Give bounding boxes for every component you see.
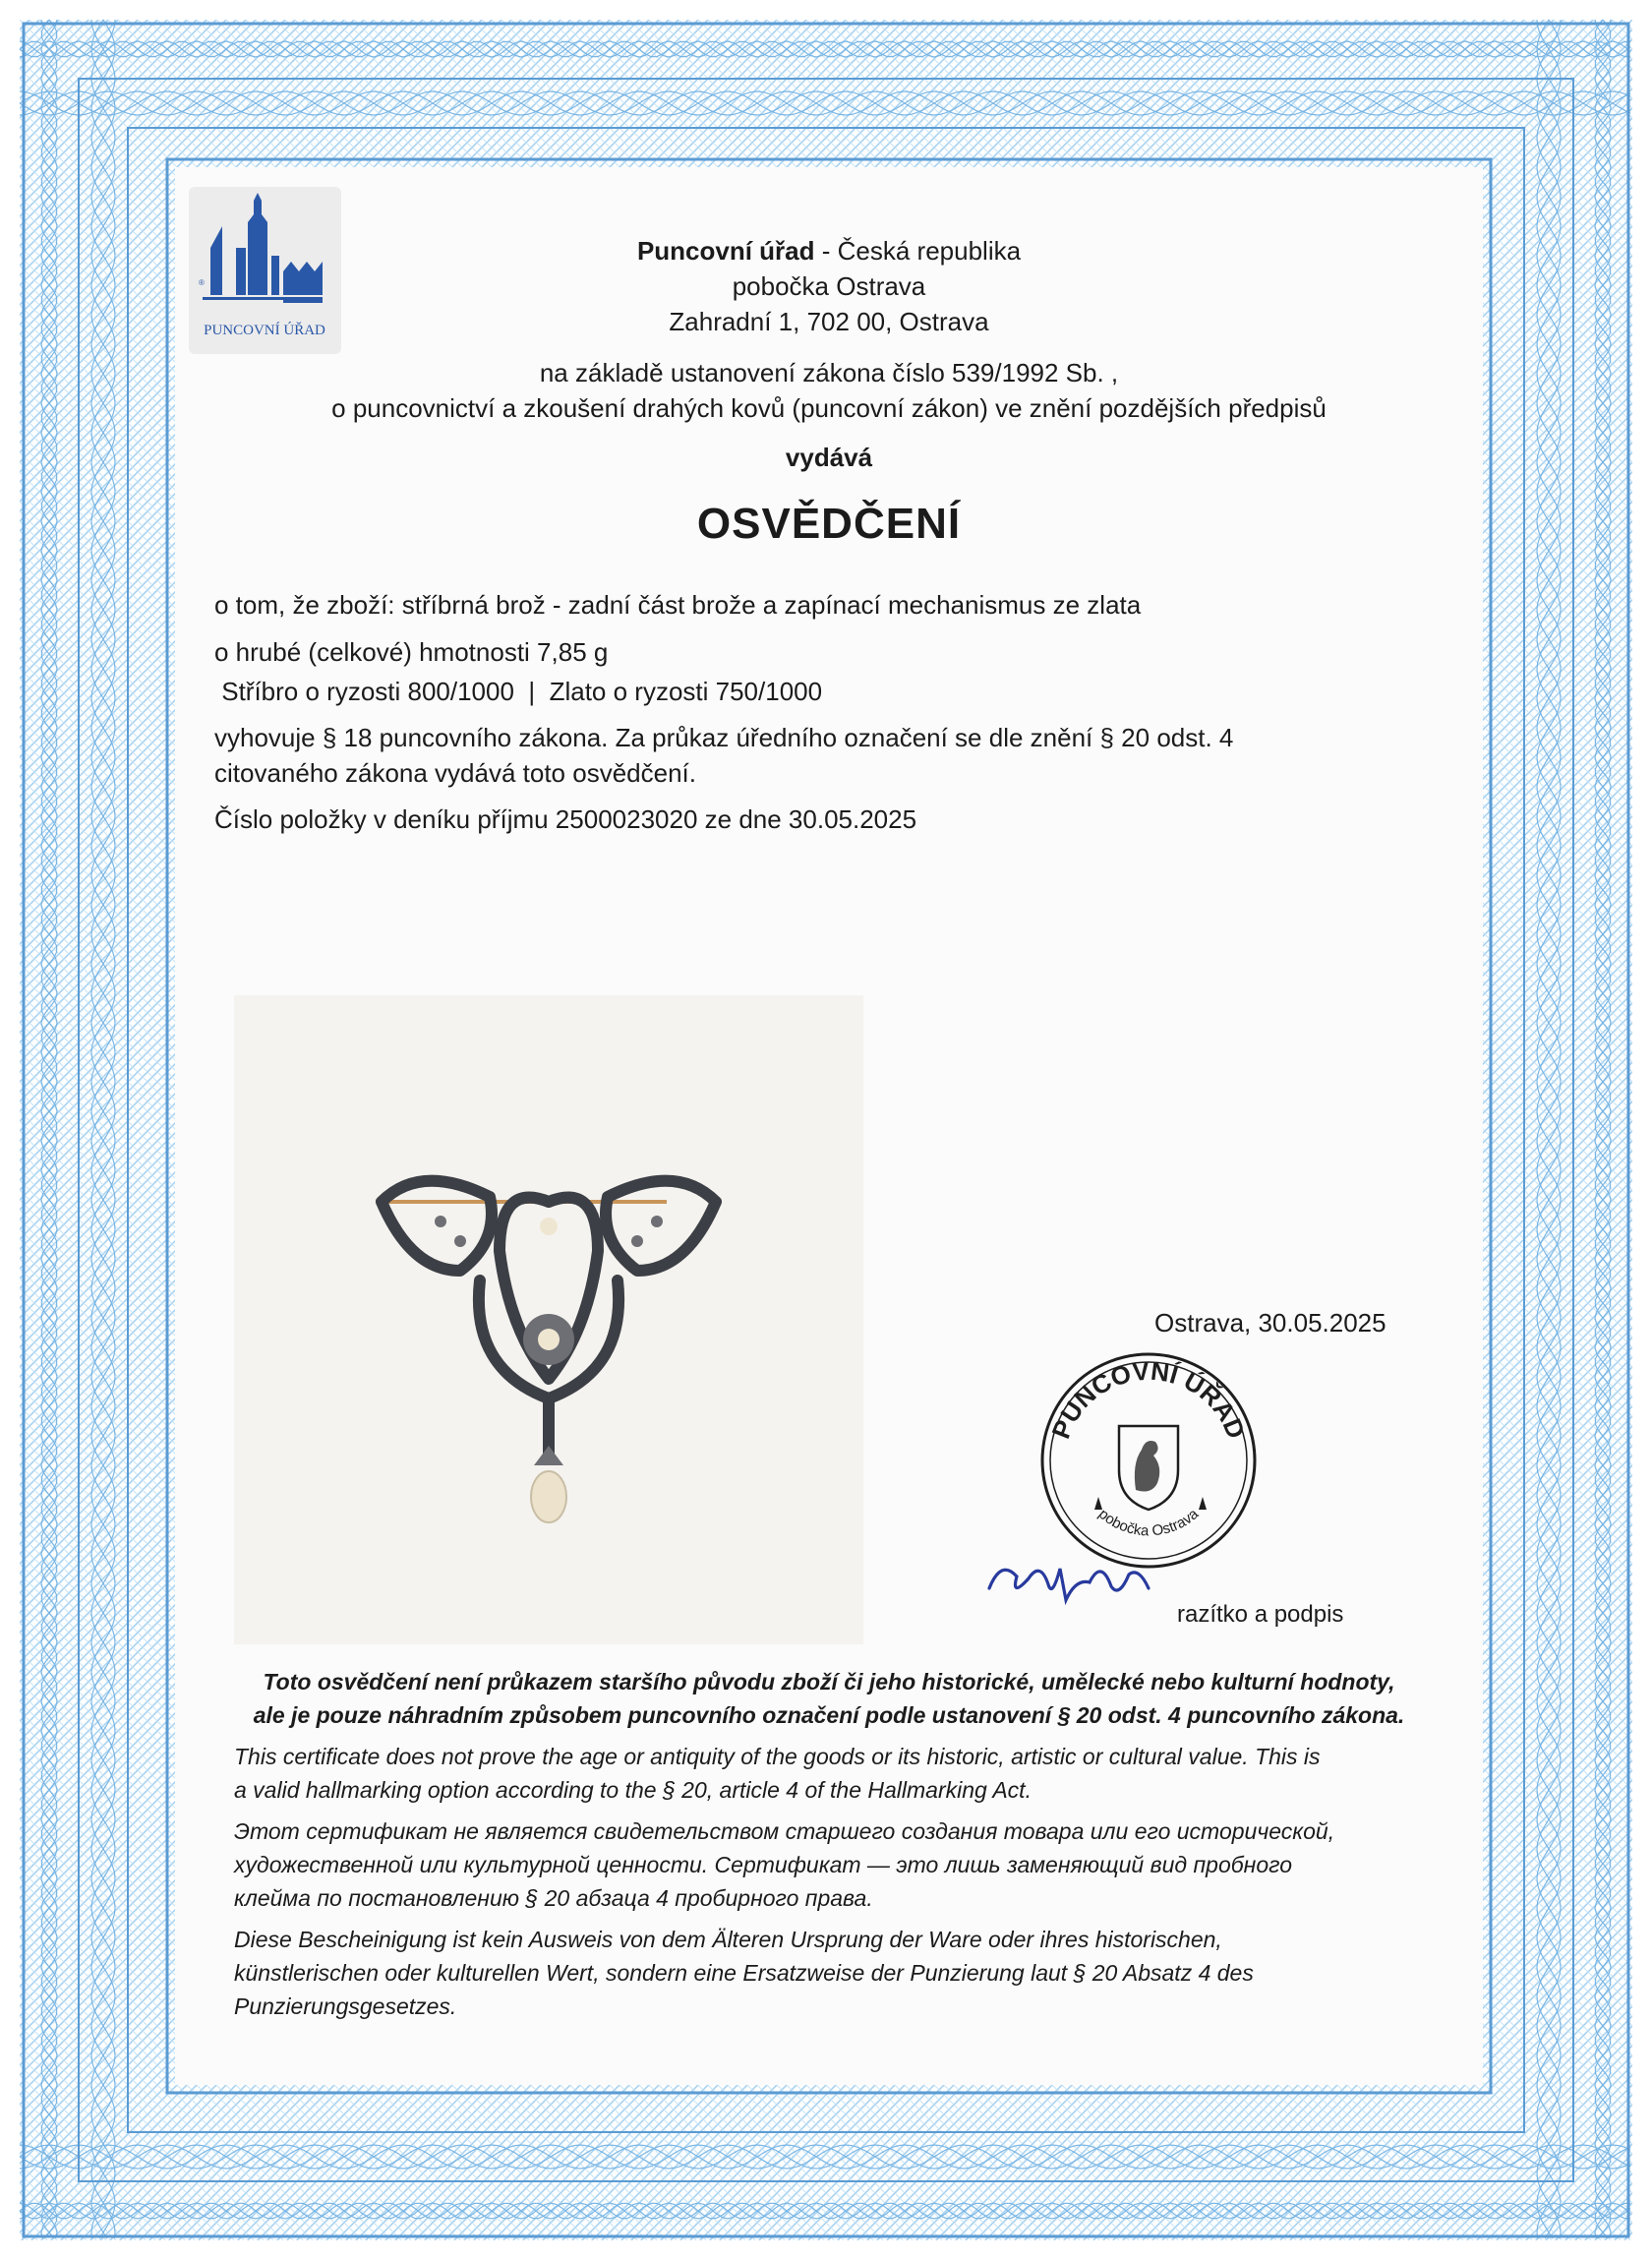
- issuer-name: [175, 236, 1483, 267]
- goods-description: o tom, že zboží: stříbrná brož - zadní část brože a zapínací mechanismus ze zlata: [214, 590, 1142, 620]
- issuer-branch: pobočka Ostrava: [732, 271, 926, 301]
- issuer-address: Zahradní 1, 702 00, Ostrava: [669, 307, 989, 336]
- compliance-line2: citovaného zákona vydává toto osvědčení.: [214, 758, 696, 788]
- place-date: Ostrava, 30.05.2025: [1154, 1308, 1386, 1338]
- page-title: OSVĚDČENÍ: [696, 500, 962, 548]
- brooch-image: [234, 995, 863, 1644]
- disclaimer-de-line2: künstlerischen oder kulturellen Wert, sondern eine Ersatzweise der Punzierung laut § 20 Absatz 4 des: [234, 1960, 1254, 1986]
- disclaimer-section: [175, 1665, 1483, 2023]
- issuer-name-rest: - Česká republika: [814, 236, 1022, 266]
- stamp-top-text: PUNCOVNÍ ÚŘAD: [1045, 1355, 1252, 1443]
- disclaimer-de-line1: Diese Bescheinigung ist kein Ausweis von dem Älteren Ursprung der Ware oder ihres historischen,: [234, 1927, 1222, 1952]
- disclaimer-de-line3: Punzierungsgesetzes.: [234, 1993, 457, 2019]
- journal-number: Číslo položky v deníku příjmu 2500023020 ze dne 30.05.2025: [214, 804, 917, 834]
- stamp-bottom-text: pobočka Ostrava: [1094, 1505, 1203, 1540]
- disclaimer-ru-line1: Этот сертификат не является свидетельством старшего создания товара или его исторической,: [234, 1818, 1335, 1844]
- signature: [981, 1539, 1198, 1608]
- metal-purity: Stříbro o ryzosti 800/1000 | Zlato o ryzosti 750/1000: [214, 677, 823, 706]
- disclaimer-en-line1: This certificate does not prove the age or antiquity of the goods or its historic, artistic or cultural value. This is: [234, 1744, 1321, 1769]
- brooch-photo: [234, 995, 863, 1644]
- disclaimer-cz-line1: Toto osvědčení není průkazem staršího původu zboží či jeho historické, umělecké nebo kulturní hodnoty,: [263, 1669, 1395, 1695]
- registered-mark: ®: [199, 278, 205, 287]
- disclaimer-cz-line2: ale je pouze náhradním způsobem puncovního označení podle ustanovení § 20 odst. 4 puncovního zákona.: [253, 1702, 1405, 1728]
- logo-text: PUNCOVNÍ ÚŘAD: [204, 323, 325, 338]
- gross-weight: o hrubé (celkové) hmotnosti 7,85 g: [214, 637, 609, 667]
- svg-text:PUNCOVNÍ ÚŘAD: [1046, 1356, 1252, 1443]
- compliance-line1: vyhovuje § 18 puncovního zákona. Za průkaz úředního označení se dle znění § 20 odst. 4: [214, 723, 1234, 752]
- disclaimer-en-line2: a valid hallmarking option according to the § 20, article 4 of the Hallmarking Act.: [234, 1777, 1032, 1803]
- issues-label: vydává: [785, 443, 873, 472]
- issuer-name-bold: Puncovní úřad: [636, 236, 815, 266]
- legal-basis-line1: na základě ustanovení zákona číslo 539/1992 Sb. ,: [539, 358, 1119, 387]
- stamp-signature-label: razítko a podpis: [1177, 1601, 1344, 1628]
- disclaimer-ru-line3: клейма по постановлению § 20 абзаца 4 пробирного права.: [234, 1885, 873, 1911]
- certificate-body: [175, 167, 1483, 2085]
- disclaimer-ru-line2: художественной или культурной ценности. Сертификат — это лишь заменяющий вид пробного: [234, 1852, 1293, 1877]
- legal-basis-line2: o puncovnictví a zkoušení drahých kovů (puncovní zákon) ve znění pozdějších předpisů: [331, 393, 1327, 423]
